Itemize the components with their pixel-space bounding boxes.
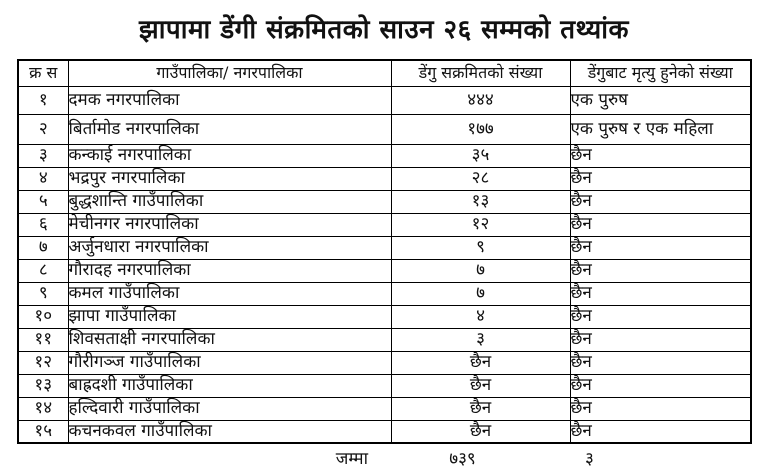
- infected-cell: छैन: [391, 351, 570, 374]
- total-deaths: ३: [585, 449, 594, 469]
- total-label: जम्मा: [335, 449, 368, 469]
- municipality-cell: अर्जुनधारा नगरपालिका: [68, 236, 391, 259]
- deaths-cell: छैन: [570, 213, 751, 236]
- deaths-cell: छैन: [570, 282, 751, 305]
- municipality-cell: गौरीगञ्ज गाउँपालिका: [68, 351, 391, 374]
- deaths-cell: छैन: [570, 236, 751, 259]
- infected-cell: १७७: [391, 114, 570, 144]
- municipality-cell: झापा गाउँपालिका: [68, 305, 391, 328]
- serial-cell: १४: [18, 397, 68, 420]
- deaths-cell: छैन: [570, 305, 751, 328]
- deaths-cell: छैन: [570, 397, 751, 420]
- infected-cell: ४४४: [391, 86, 570, 114]
- table-body: [18, 86, 751, 443]
- deaths-cell: एक पुरुष र एक महिला: [570, 114, 751, 144]
- municipality-cell: बिर्तामोड नगरपालिका: [68, 114, 391, 144]
- header-row: [18, 60, 751, 86]
- deaths-cell: छैन: [570, 190, 751, 213]
- header-serial: क्र स: [18, 60, 68, 86]
- page-title: झापामा डेंगी संक्रमितको साउन २६ सम्मको तथ्यांक: [139, 15, 629, 45]
- infected-cell: ४: [391, 305, 570, 328]
- municipality-cell: कचनकवल गाउँपालिका: [68, 420, 391, 443]
- infected-cell: ३: [391, 328, 570, 351]
- deaths-cell: एक पुरुष: [570, 86, 751, 114]
- table-row: [18, 305, 751, 328]
- serial-cell: ५: [18, 190, 68, 213]
- infected-cell: ७: [391, 259, 570, 282]
- header-deaths: डेंगुबाट मृत्यु हुनेको संख्या: [570, 60, 751, 86]
- municipality-cell: गौरादह नगरपालिका: [68, 259, 391, 282]
- table-row: [18, 397, 751, 420]
- table-row: [18, 351, 751, 374]
- serial-cell: ८: [18, 259, 68, 282]
- table-header: [18, 60, 751, 86]
- table-row: [18, 374, 751, 397]
- municipality-cell: बुद्धशान्ति गाउँपालिका: [68, 190, 391, 213]
- infected-cell: ७: [391, 282, 570, 305]
- deaths-cell: छैन: [570, 259, 751, 282]
- serial-cell: ३: [18, 144, 68, 167]
- header-infected: डेंगु सक्रमितको संख्या: [391, 60, 570, 86]
- table-row: [18, 213, 751, 236]
- municipality-cell: दमक नगरपालिका: [68, 86, 391, 114]
- infected-cell: छैन: [391, 420, 570, 443]
- infected-cell: ३५: [391, 144, 570, 167]
- deaths-cell: छैन: [570, 167, 751, 190]
- table-row: [18, 259, 751, 282]
- deaths-cell: छैन: [570, 374, 751, 397]
- total-infected: ७३९: [449, 449, 476, 469]
- serial-cell: १२: [18, 351, 68, 374]
- municipality-cell: मेचीनगर नगरपालिका: [68, 213, 391, 236]
- table-row: [18, 86, 751, 114]
- table-row: [18, 282, 751, 305]
- infected-cell: १२: [391, 213, 570, 236]
- table-row: [18, 328, 751, 351]
- municipality-cell: शिवसताक्षी नगरपालिका: [68, 328, 391, 351]
- total-row: [17, 449, 750, 469]
- serial-cell: १०: [18, 305, 68, 328]
- total-spacer: [17, 449, 67, 469]
- header-municipality: गाउँपालिका/ नगरपालिका: [68, 60, 391, 86]
- municipality-cell: हल्दिवारी गाउँपालिका: [68, 397, 391, 420]
- table-row: [18, 144, 751, 167]
- deaths-cell: छैन: [570, 144, 751, 167]
- infected-cell: छैन: [391, 397, 570, 420]
- deaths-cell: छैन: [570, 328, 751, 351]
- municipality-cell: कमल गाउँपालिका: [68, 282, 391, 305]
- serial-cell: ९: [18, 282, 68, 305]
- table-row: [18, 236, 751, 259]
- deaths-cell: छैन: [570, 351, 751, 374]
- deaths-cell: छैन: [570, 420, 751, 443]
- municipality-cell: कन्काई नगरपालिका: [68, 144, 391, 167]
- municipality-cell: भद्रपुर नगरपालिका: [68, 167, 391, 190]
- infected-cell: २८: [391, 167, 570, 190]
- serial-cell: ७: [18, 236, 68, 259]
- infected-cell: १३: [391, 190, 570, 213]
- table-row: [18, 420, 751, 443]
- serial-cell: ११: [18, 328, 68, 351]
- municipality-cell: बाह्रदशी गाउँपालिका: [68, 374, 391, 397]
- serial-cell: १३: [18, 374, 68, 397]
- serial-cell: ४: [18, 167, 68, 190]
- serial-cell: २: [18, 114, 68, 144]
- serial-cell: १: [18, 86, 68, 114]
- serial-cell: ६: [18, 213, 68, 236]
- infected-cell: ९: [391, 236, 570, 259]
- infected-cell: छैन: [391, 374, 570, 397]
- dengue-stats-table: [17, 59, 752, 444]
- table-row: [18, 167, 751, 190]
- stats-table-wrap: [17, 59, 750, 444]
- serial-cell: १५: [18, 420, 68, 443]
- table-row: [18, 114, 751, 144]
- table-row: [18, 190, 751, 213]
